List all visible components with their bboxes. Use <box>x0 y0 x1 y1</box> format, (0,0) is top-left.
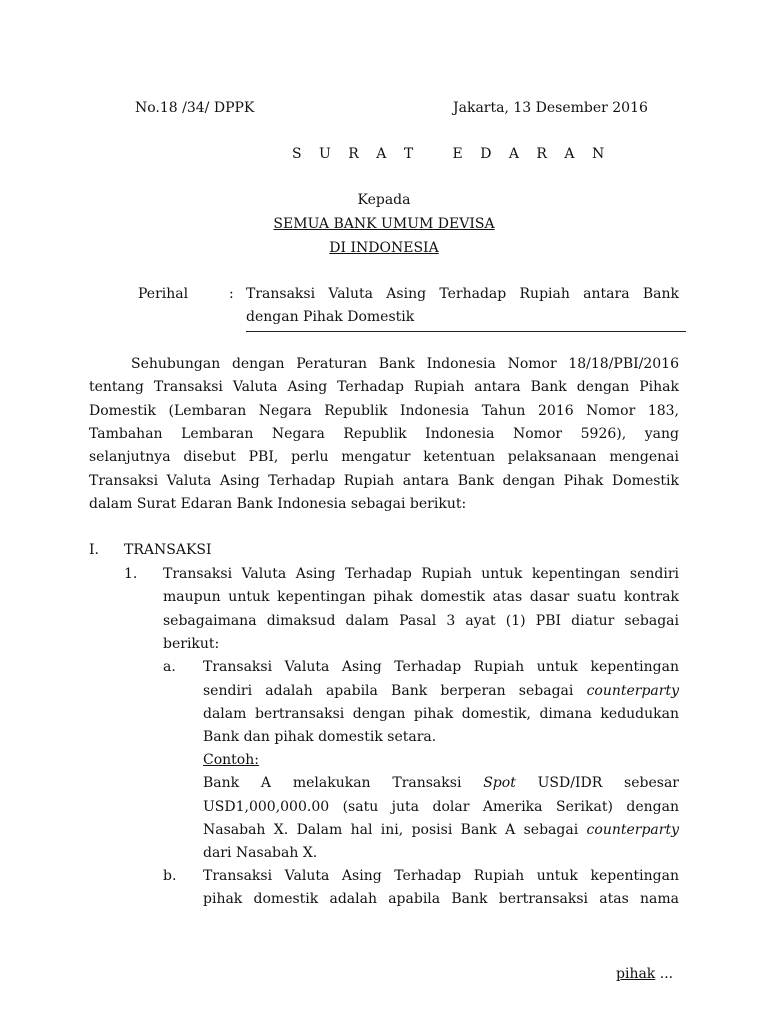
sub-line: Bank dan pihak domestik setara. <box>203 729 437 745</box>
document-title: S U R A T E D A R A N <box>292 146 611 162</box>
item-line: berikut: <box>163 636 220 652</box>
example-line: USD1,000,000.00 (satu juta dolar Amerika Serikat) dengan <box>203 799 679 815</box>
place-date: Jakarta, 13 Desember 2016 <box>453 100 648 116</box>
sub-letter: b. <box>163 868 177 884</box>
intro-line: Transaksi Valuta Asing Terhadap Rupiah antara Bank dengan Pihak Domestik <box>89 473 679 489</box>
recipient-line1: SEMUA BANK UMUM DEVISA <box>273 216 495 232</box>
recipient-line2: DI INDONESIA <box>329 240 439 256</box>
example-line: Bank A melakukan Transaksi Spot USD/IDR sebesar <box>203 775 679 791</box>
example-line: dari Nasabah X. <box>203 845 318 861</box>
intro-line: Sehubungan dengan Peraturan Bank Indonesia Nomor 18/18/PBI/2016 <box>131 356 679 372</box>
subject-label: Perihal <box>138 286 189 302</box>
sub-line: dalam bertransaksi dengan pihak domestik, dimana kedudukan <box>203 706 679 722</box>
subject-divider <box>246 331 686 332</box>
section-heading: TRANSAKSI <box>124 542 212 558</box>
intro-line: dalam Surat Edaran Bank Indonesia sebagai berikut: <box>89 496 467 512</box>
sub-line: Transaksi Valuta Asing Terhadap Rupiah untuk kepentingan <box>203 868 679 884</box>
subject-line2: dengan Pihak Domestik <box>246 309 415 325</box>
letter-number: No.18 /34/ DPPK <box>135 100 255 116</box>
sub-letter: a. <box>163 659 176 675</box>
item-line: Transaksi Valuta Asing Terhadap Rupiah untuk kepentingan sendiri <box>163 566 679 582</box>
item-line: sebagaimana dimaksud dalam Pasal 3 ayat (1) PBI diatur sebagai <box>163 613 679 629</box>
intro-line: tentang Transaksi Valuta Asing Terhadap Rupiah antara Bank dengan Pihak <box>89 379 679 395</box>
section-numeral: I. <box>89 542 99 558</box>
intro-line: Domestik (Lembaran Negara Republik Indonesia Tahun 2016 Nomor 183, <box>89 403 679 419</box>
item-line: maupun untuk kepentingan pihak domestik atas dasar suatu kontrak <box>163 589 679 605</box>
sub-line: Transaksi Valuta Asing Terhadap Rupiah untuk kepentingan <box>203 659 679 675</box>
page-continuation: pihak ... <box>616 966 674 982</box>
intro-line: Tambahan Lembaran Negara Republik Indonesia Nomor 5926), yang <box>89 426 679 442</box>
example-line: Nasabah X. Dalam hal ini, posisi Bank A sebagai counterparty <box>203 822 679 838</box>
subject-colon: : <box>229 286 234 302</box>
recipient-to: Kepada <box>357 192 411 208</box>
example-label: Contoh: <box>203 752 259 768</box>
item-number: 1. <box>124 566 138 582</box>
subject-line1: Transaksi Valuta Asing Terhadap Rupiah antara Bank <box>246 286 679 302</box>
sub-line: sendiri adalah apabila Bank berperan sebagai counterparty <box>203 683 680 699</box>
intro-line: selanjutnya disebut PBI, perlu mengatur ketentuan pelaksanaan mengenai <box>89 449 679 465</box>
sub-line: pihak domestik adalah apabila Bank bertransaksi atas nama <box>203 891 679 907</box>
